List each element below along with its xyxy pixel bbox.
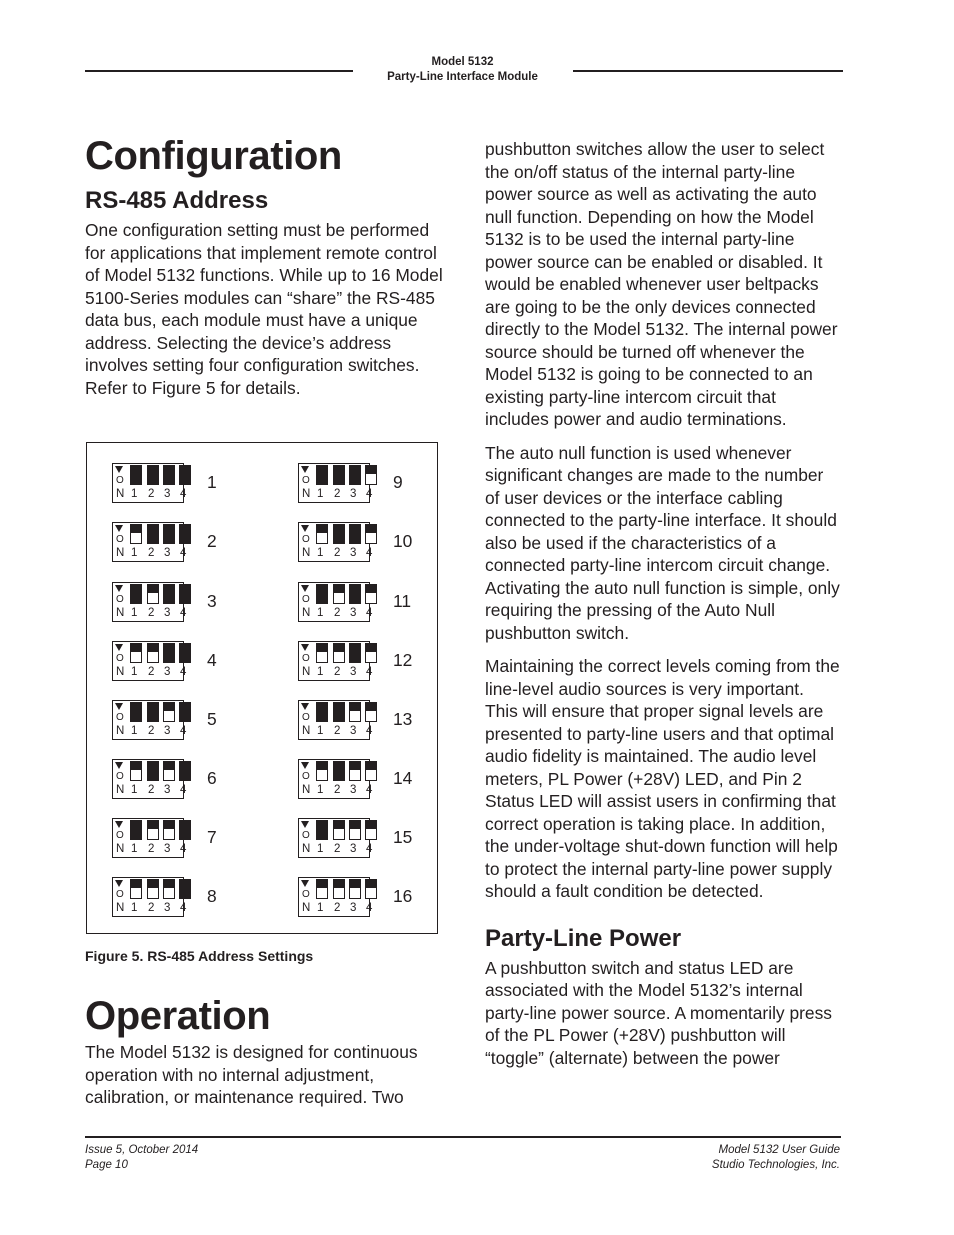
dip-position-label: 1	[131, 666, 138, 678]
toggle-on-knob	[317, 880, 327, 888]
dip-toggle-2	[147, 584, 159, 604]
dip-label-o: O	[116, 534, 124, 545]
dip-switch-12	[298, 641, 373, 681]
toggle-off-knob	[148, 466, 158, 484]
dip-switch-3	[112, 582, 187, 622]
address-label: 9	[393, 472, 403, 492]
right-column	[485, 138, 841, 1069]
dip-position-label: 2	[334, 547, 341, 559]
toggle-off-knob	[164, 525, 174, 543]
toggle-off-knob	[164, 644, 174, 662]
dip-toggle-4	[365, 702, 377, 722]
toggle-off-knob	[131, 466, 141, 484]
toggle-on-knob	[148, 880, 158, 888]
toggle-on-knob	[350, 880, 360, 888]
dip-position-label: 1	[317, 488, 324, 500]
dip-toggle-4	[365, 524, 377, 544]
dip-toggle-2	[333, 702, 345, 722]
toggle-off-knob	[148, 525, 158, 543]
section-title-configuration: Configuration	[85, 134, 342, 178]
dip-label-n: N	[302, 784, 311, 796]
dip-switch-2	[112, 522, 187, 562]
dip-toggle-3	[349, 643, 361, 663]
address-label: 12	[393, 650, 413, 670]
dip-toggle-4	[365, 584, 377, 604]
toggle-on-knob	[131, 644, 141, 652]
dip-position-label: 3	[350, 725, 357, 737]
on-arrow-icon	[115, 821, 123, 828]
dip-toggle-2	[333, 584, 345, 604]
dip-position-label: 3	[164, 725, 171, 737]
footer-page: Page 10	[85, 1159, 128, 1171]
toggle-off-knob	[131, 703, 141, 721]
on-arrow-icon	[115, 585, 123, 592]
dip-switch-13	[298, 700, 373, 740]
dip-position-label: 2	[148, 547, 155, 559]
dip-toggle-1	[316, 584, 328, 604]
dip-position-label: 2	[334, 784, 341, 796]
dip-toggle-1	[316, 820, 328, 840]
dip-toggle-1	[316, 643, 328, 663]
dip-position-label: 4	[366, 547, 373, 559]
dip-switch-1	[112, 463, 187, 503]
dip-switch-16	[298, 877, 373, 917]
operation-section	[85, 993, 450, 1109]
footer-right	[712, 1143, 840, 1173]
dip-position-label: 1	[131, 488, 138, 500]
dip-toggle-1	[316, 524, 328, 544]
toggle-off-knob	[180, 821, 190, 839]
dip-label-n: N	[116, 725, 125, 737]
dip-label-n: N	[116, 843, 125, 855]
paragraph-operation: The Model 5132 is designed for continuous operation with no internal adjustment, calibration, or maintenance required. Two	[85, 1042, 418, 1107]
dip-toggle-4	[179, 465, 191, 485]
dip-position-label: 3	[350, 902, 357, 914]
dip-position-label: 1	[317, 902, 324, 914]
dip-position-label: 3	[164, 784, 171, 796]
dip-label-n: N	[302, 488, 311, 500]
dip-position-label: 2	[148, 902, 155, 914]
dip-label-o: O	[116, 653, 124, 664]
dip-position-label: 4	[180, 666, 187, 678]
toggle-on-knob	[334, 880, 344, 888]
address-label: 6	[207, 768, 217, 788]
dip-position-label: 2	[148, 784, 155, 796]
dip-switch-9	[298, 463, 373, 503]
dip-toggle-3	[349, 761, 361, 781]
dip-position-label: 1	[317, 607, 324, 619]
dip-toggle-2	[333, 465, 345, 485]
dip-label-n: N	[302, 902, 311, 914]
address-label: 14	[393, 768, 413, 788]
dip-position-label: 4	[180, 725, 187, 737]
on-arrow-icon	[301, 762, 309, 769]
section-title-operation: Operation	[85, 994, 271, 1038]
toggle-off-knob	[180, 762, 190, 780]
on-arrow-icon	[115, 762, 123, 769]
toggle-on-knob	[334, 644, 344, 652]
dip-toggle-4	[365, 643, 377, 663]
dip-position-label: 3	[164, 902, 171, 914]
dip-label-n: N	[116, 784, 125, 796]
dip-position-label: 2	[334, 666, 341, 678]
address-label: 3	[207, 591, 217, 611]
toggle-on-knob	[317, 762, 327, 770]
toggle-off-knob	[180, 466, 190, 484]
dip-switch-7	[112, 818, 187, 858]
on-arrow-icon	[115, 525, 123, 532]
dip-position-label: 3	[350, 843, 357, 855]
dip-label-n: N	[116, 547, 125, 559]
toggle-off-knob	[180, 644, 190, 662]
dip-label-o: O	[302, 771, 310, 782]
toggle-off-knob	[180, 703, 190, 721]
dip-position-label: 1	[131, 784, 138, 796]
dip-toggle-4	[179, 643, 191, 663]
dip-position-label: 2	[148, 666, 155, 678]
toggle-off-knob	[334, 525, 344, 543]
paragraph-rs485: One configuration setting must be performed for applications that implement remote control of Model 5132 functions. While up to 16 Model 5100-Series modules can “share” the RS-485 data bus, each module must have a unique address. Selecting the device’s address involves setting four configuration switches. Refer to Figure 5 for details.	[85, 220, 443, 398]
dip-toggle-3	[349, 702, 361, 722]
dip-label-n: N	[302, 843, 311, 855]
header-rule-right	[573, 70, 843, 72]
paragraph-auto-null: The auto null function is used whenever significant changes are made to the number of user devices or the interface cabling connected to the party-line interface. It should also be used if the characteristics of a connected party-line intercom circuit change. Activating the auto null function is simple, only requiring the pressing of the Auto Null pushbutton switch.	[485, 442, 840, 643]
address-label: 7	[207, 827, 217, 847]
on-arrow-icon	[301, 525, 309, 532]
toggle-on-knob	[334, 821, 344, 829]
address-label: 1	[207, 472, 217, 492]
footer-company: Studio Technologies, Inc.	[711, 1159, 840, 1171]
dip-position-label: 2	[334, 902, 341, 914]
dip-label-o: O	[302, 712, 310, 723]
on-arrow-icon	[115, 466, 123, 473]
on-arrow-icon	[301, 703, 309, 710]
on-arrow-icon	[301, 880, 309, 887]
dip-position-label: 4	[180, 902, 187, 914]
dip-position-label: 4	[366, 607, 373, 619]
toggle-off-knob	[317, 466, 327, 484]
dip-position-label: 3	[350, 607, 357, 619]
heading-rs485-address: RS-485 Address	[85, 187, 269, 214]
dip-position-label: 1	[131, 843, 138, 855]
dip-position-label: 4	[366, 843, 373, 855]
dip-toggle-1	[316, 465, 328, 485]
dip-switch-4	[112, 641, 187, 681]
dip-toggle-1	[130, 584, 142, 604]
dip-switch-5	[112, 700, 187, 740]
dip-position-label: 1	[317, 725, 324, 737]
address-label: 11	[393, 591, 412, 611]
address-label: 8	[207, 886, 217, 906]
toggle-on-knob	[366, 585, 376, 593]
dip-position-label: 4	[366, 666, 373, 678]
dip-position-label: 2	[334, 488, 341, 500]
dip-toggle-1	[130, 465, 142, 485]
dip-toggle-2	[333, 643, 345, 663]
dip-label-o: O	[302, 594, 310, 605]
dip-position-label: 4	[366, 488, 373, 500]
toggle-on-knob	[350, 762, 360, 770]
toggle-off-knob	[131, 585, 141, 603]
dip-toggle-1	[130, 879, 142, 899]
toggle-on-knob	[350, 703, 360, 711]
heading-party-line-power: Party-Line Power	[485, 924, 682, 952]
dip-position-label: 4	[180, 607, 187, 619]
dip-toggle-2	[147, 702, 159, 722]
dip-toggle-2	[147, 761, 159, 781]
dip-label-n: N	[302, 666, 311, 678]
dip-switch-8	[112, 877, 187, 917]
dip-label-o: O	[116, 830, 124, 841]
dip-toggle-1	[130, 761, 142, 781]
dip-position-label: 3	[164, 607, 171, 619]
dip-toggle-2	[333, 820, 345, 840]
dip-toggle-3	[163, 643, 175, 663]
dip-position-label: 2	[148, 488, 155, 500]
dip-position-label: 1	[317, 547, 324, 559]
dip-toggle-2	[333, 879, 345, 899]
dip-toggle-3	[349, 465, 361, 485]
footer-guide: Model 5132 User Guide	[718, 1144, 840, 1156]
toggle-off-knob	[180, 880, 190, 898]
dip-toggle-3	[349, 879, 361, 899]
toggle-on-knob	[366, 644, 376, 652]
dip-position-label: 1	[317, 784, 324, 796]
dip-toggle-2	[147, 879, 159, 899]
toggle-on-knob	[350, 821, 360, 829]
dip-position-label: 2	[148, 725, 155, 737]
dip-position-label: 3	[164, 488, 171, 500]
dip-label-o: O	[116, 712, 124, 723]
toggle-off-knob	[180, 525, 190, 543]
dip-toggle-2	[147, 524, 159, 544]
on-arrow-icon	[115, 644, 123, 651]
dip-toggle-4	[179, 879, 191, 899]
dip-toggle-2	[333, 761, 345, 781]
dip-label-n: N	[302, 547, 311, 559]
dip-toggle-3	[163, 820, 175, 840]
toggle-on-knob	[366, 703, 376, 711]
toggle-off-knob	[180, 585, 190, 603]
dip-position-label: 1	[317, 666, 324, 678]
dip-label-o: O	[302, 475, 310, 486]
toggle-off-knob	[334, 762, 344, 780]
toggle-off-knob	[350, 585, 360, 603]
dip-toggle-4	[179, 584, 191, 604]
dip-label-n: N	[302, 725, 311, 737]
toggle-off-knob	[317, 821, 327, 839]
running-header	[355, 55, 570, 85]
paragraph-levels: Maintaining the correct levels coming from the line-level audio sources is very important. This will ensure that proper signal levels are presented to party-line users and that optimal audio fidelity is maintained. The audio level meters, PL Power (+28V) LED, and Pin 2 Status LED will assist users in confirming that correct operation is taking place. In addition, the under-voltage shut-down function will help to protect the internal party-line power supply should a fault condition be detected.	[485, 656, 840, 901]
dip-toggle-4	[365, 879, 377, 899]
toggle-on-knob	[366, 466, 376, 474]
address-label: 4	[207, 650, 217, 670]
dip-position-label: 3	[164, 547, 171, 559]
dip-label-o: O	[302, 653, 310, 664]
dip-toggle-3	[163, 702, 175, 722]
dip-switch-11	[298, 582, 373, 622]
dip-position-label: 4	[366, 902, 373, 914]
dip-position-label: 1	[317, 843, 324, 855]
dip-switch-10	[298, 522, 373, 562]
dip-toggle-2	[333, 524, 345, 544]
dip-position-label: 3	[350, 488, 357, 500]
dip-toggle-1	[316, 879, 328, 899]
dip-toggle-1	[130, 820, 142, 840]
dip-position-label: 2	[334, 843, 341, 855]
toggle-on-knob	[164, 880, 174, 888]
dip-label-n: N	[116, 488, 125, 500]
dip-label-n: N	[302, 607, 311, 619]
dip-label-o: O	[116, 475, 124, 486]
dip-label-o: O	[116, 594, 124, 605]
toggle-on-knob	[164, 703, 174, 711]
footer-issue: Issue 5, October 2014	[85, 1144, 199, 1156]
dip-position-label: 3	[350, 784, 357, 796]
dip-toggle-4	[179, 524, 191, 544]
paragraph-pushbuttons: pushbutton switches allow the user to select the on/off status of the internal party-line power source as well as activating the auto null function. Depending on how the Model 5132 is to be used the internal party-line power source can be enabled or disabled. It would be enabled whenever user beltpacks are going to be the only devices connected directly to the Model 5132. The internal power source should be turned off whenever the Model 5132 is going to be connected to an existing party-line intercom circuit that includes power and audio terminations.	[485, 139, 838, 429]
dip-toggle-2	[147, 643, 159, 663]
on-arrow-icon	[115, 880, 123, 887]
on-arrow-icon	[301, 585, 309, 592]
dip-toggle-2	[147, 465, 159, 485]
dip-toggle-4	[365, 761, 377, 781]
dip-label-o: O	[302, 534, 310, 545]
toggle-on-knob	[366, 821, 376, 829]
toggle-on-knob	[164, 821, 174, 829]
toggle-off-knob	[334, 703, 344, 721]
dip-toggle-4	[179, 702, 191, 722]
toggle-on-knob	[131, 880, 141, 888]
dip-label-o: O	[116, 771, 124, 782]
toggle-off-knob	[148, 762, 158, 780]
dip-position-label: 1	[131, 547, 138, 559]
dip-toggle-1	[316, 702, 328, 722]
toggle-on-knob	[148, 585, 158, 593]
toggle-off-knob	[131, 821, 141, 839]
header-module: Party-Line Interface Module	[387, 71, 538, 83]
dip-toggle-4	[365, 820, 377, 840]
dip-position-label: 2	[148, 607, 155, 619]
dip-toggle-2	[147, 820, 159, 840]
paragraph-party-line-power: A pushbutton switch and status LED are associated with the Model 5132’s internal party-line power source. A momentarily press of the PL Power (+28V) pushbutton will “toggle” (alternate) between the power	[485, 957, 832, 1068]
toggle-on-knob	[131, 525, 141, 533]
dip-position-label: 4	[180, 843, 187, 855]
dip-toggle-3	[349, 584, 361, 604]
dip-position-label: 1	[131, 607, 138, 619]
dip-position-label: 4	[366, 784, 373, 796]
dip-switch-15	[298, 818, 373, 858]
left-column	[85, 133, 450, 399]
toggle-off-knob	[164, 585, 174, 603]
dip-position-label: 2	[334, 607, 341, 619]
dip-toggle-3	[349, 820, 361, 840]
dip-switch-6	[112, 759, 187, 799]
dip-position-label: 3	[350, 666, 357, 678]
toggle-on-knob	[164, 762, 174, 770]
toggle-off-knob	[350, 466, 360, 484]
dip-toggle-1	[130, 524, 142, 544]
dip-toggle-1	[130, 702, 142, 722]
toggle-off-knob	[148, 703, 158, 721]
header-model: Model 5132	[431, 56, 494, 68]
toggle-off-knob	[317, 585, 327, 603]
dip-label-o: O	[302, 889, 310, 900]
header-rule-left	[85, 70, 353, 72]
toggle-on-knob	[317, 644, 327, 652]
dip-position-label: 3	[164, 843, 171, 855]
dip-switch-figure	[86, 442, 438, 934]
address-label: 16	[393, 886, 413, 906]
dip-position-label: 2	[148, 843, 155, 855]
dip-label-o: O	[116, 889, 124, 900]
address-label: 2	[207, 531, 217, 551]
dip-toggle-1	[316, 761, 328, 781]
dip-toggle-4	[365, 465, 377, 485]
dip-label-n: N	[116, 902, 125, 914]
toggle-off-knob	[350, 644, 360, 662]
dip-toggle-4	[179, 820, 191, 840]
toggle-on-knob	[366, 880, 376, 888]
address-label: 13	[393, 709, 413, 729]
dip-label-n: N	[116, 666, 125, 678]
toggle-on-knob	[334, 585, 344, 593]
dip-toggle-4	[179, 761, 191, 781]
dip-position-label: 4	[180, 784, 187, 796]
address-label: 5	[207, 709, 217, 729]
toggle-on-knob	[131, 762, 141, 770]
on-arrow-icon	[115, 703, 123, 710]
figure-caption: Figure 5. RS-485 Address Settings	[85, 948, 314, 964]
footer-rule	[85, 1136, 841, 1138]
dip-position-label: 4	[180, 488, 187, 500]
address-label: 10	[393, 531, 413, 551]
address-label: 15	[393, 827, 413, 847]
dip-toggle-3	[163, 584, 175, 604]
on-arrow-icon	[301, 821, 309, 828]
dip-toggle-3	[349, 524, 361, 544]
dip-position-label: 1	[131, 725, 138, 737]
dip-toggle-3	[163, 761, 175, 781]
dip-position-label: 3	[350, 547, 357, 559]
toggle-on-knob	[366, 762, 376, 770]
toggle-off-knob	[350, 525, 360, 543]
toggle-off-knob	[334, 466, 344, 484]
dip-toggle-3	[163, 465, 175, 485]
dip-toggle-1	[130, 643, 142, 663]
toggle-on-knob	[317, 525, 327, 533]
dip-label-n: N	[116, 607, 125, 619]
dip-toggle-3	[163, 524, 175, 544]
dip-toggle-3	[163, 879, 175, 899]
dip-position-label: 4	[366, 725, 373, 737]
dip-label-o: O	[302, 830, 310, 841]
toggle-off-knob	[164, 466, 174, 484]
dip-position-label: 1	[131, 902, 138, 914]
on-arrow-icon	[301, 466, 309, 473]
dip-position-label: 2	[334, 725, 341, 737]
toggle-off-knob	[317, 703, 327, 721]
toggle-on-knob	[366, 525, 376, 533]
toggle-on-knob	[148, 821, 158, 829]
dip-switch-14	[298, 759, 373, 799]
on-arrow-icon	[301, 644, 309, 651]
dip-position-label: 4	[180, 547, 187, 559]
dip-position-label: 3	[164, 666, 171, 678]
toggle-on-knob	[148, 644, 158, 652]
footer-left	[85, 1143, 198, 1173]
